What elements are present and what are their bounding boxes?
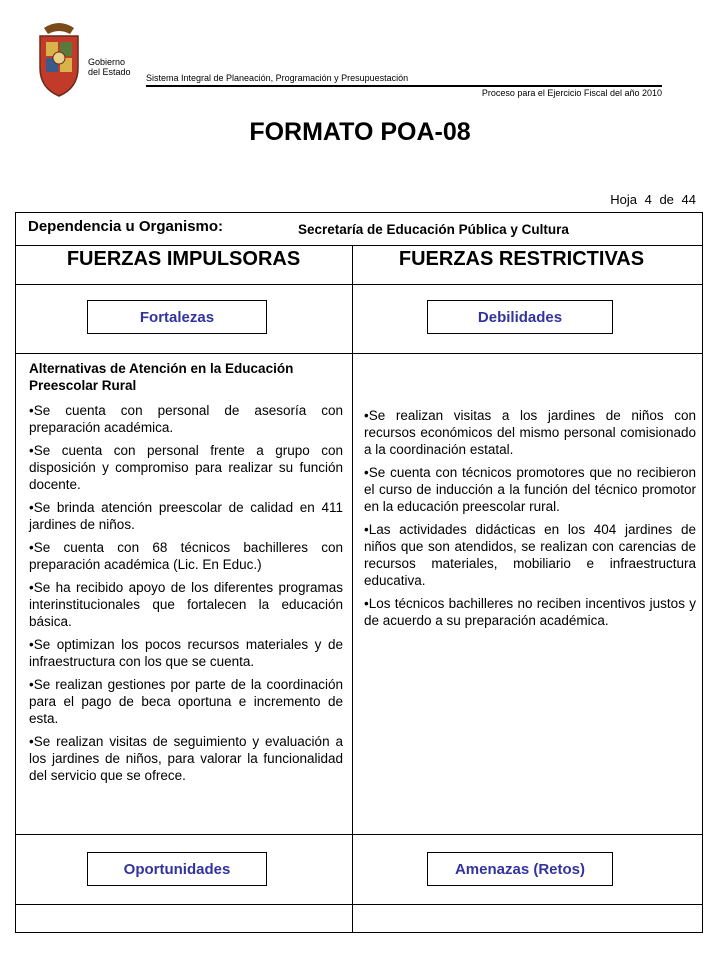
list-item: •Los técnicos bachilleres no reciben incentivos justos y de acuerdo a su preparación académica. bbox=[364, 596, 696, 628]
sheet-total: 44 bbox=[681, 192, 696, 207]
driving-forces-heading: FUERZAS IMPULSORAS bbox=[66, 248, 301, 270]
sheet-current: 4 bbox=[644, 192, 652, 207]
list-item: •Se realizan visitas de seguimiento y evaluación a los jardines de niños, para valorar la funcionalidad del servicio que se ofrece. bbox=[29, 734, 343, 783]
list-item: •Se realizan gestiones por parte de la coordinación para el pago de beca oportuna e incremento de esta. bbox=[29, 677, 343, 726]
sheet-counter bbox=[610, 192, 696, 207]
row-divider bbox=[15, 834, 703, 835]
list-item: •Se brinda atención preescolar de calidad en 411 jardines de niños. bbox=[29, 500, 343, 532]
restraining-forces-heading: FUERZAS RESTRICTIVAS bbox=[398, 248, 645, 270]
list-item: •Se cuenta con 68 técnicos bachilleres con preparación académica (Lic. En Educ.) bbox=[29, 540, 343, 572]
list-item: •Se cuenta con personal de asesoría con preparación académica. bbox=[29, 403, 343, 435]
weaknesses-label: Debilidades bbox=[427, 300, 613, 334]
opportunities-label: Oportunidades bbox=[87, 852, 267, 886]
list-item: •Se realizan visitas a los jardines de niños con recursos económicos del mismo personal comisionado a la coordinación estatal. bbox=[364, 408, 696, 457]
list-item: •Se optimizan los pocos recursos materiales y de infraestructura con los que se cuenta. bbox=[29, 637, 343, 669]
page-title: FORMATO POA-08 bbox=[249, 118, 471, 146]
strengths-content bbox=[29, 360, 343, 790]
row-divider bbox=[15, 284, 703, 285]
row-divider bbox=[15, 904, 703, 905]
dependency-label: Dependencia u Organismo: bbox=[28, 218, 224, 235]
process-name: Proceso para el Ejercicio Fiscal del año 2010 bbox=[481, 88, 662, 98]
dependency-value: Secretaría de Educación Pública y Cultura bbox=[298, 222, 569, 237]
row-divider bbox=[15, 245, 703, 246]
strengths-subtitle: Alternativas de Atención en la Educación Preescolar Rural bbox=[29, 361, 294, 393]
strengths-label: Fortalezas bbox=[87, 300, 267, 334]
sheet-label: Hoja bbox=[610, 192, 637, 207]
list-item: •Se cuenta con personal frente a grupo con disposición y compromiso para realizar su función docente. bbox=[29, 443, 343, 492]
system-name: Sistema Integral de Planeación, Programación y Presupuestación bbox=[146, 73, 409, 83]
weaknesses-content bbox=[364, 407, 696, 635]
column-divider bbox=[352, 245, 353, 933]
row-divider bbox=[15, 353, 703, 354]
list-item: •Se ha recibido apoyo de los diferentes programas interinstitucionales que fortalecen la educación básica. bbox=[29, 580, 343, 629]
gov-line-2: del Estado bbox=[88, 67, 131, 77]
list-item: •Se cuenta con técnicos promotores que no recibieron el curso de inducción a la función del técnico promotor en la educación preescolar rural. bbox=[364, 465, 696, 514]
header-rule bbox=[146, 85, 662, 87]
government-label bbox=[88, 57, 131, 77]
coat-of-arms-icon bbox=[34, 18, 84, 98]
sheet-of: de bbox=[659, 192, 674, 207]
threats-label: Amenazas (Retos) bbox=[427, 852, 613, 886]
gov-line-1: Gobierno bbox=[88, 57, 126, 67]
list-item: •Las actividades didácticas en los 404 jardines de niños que son atendidos, se realizan con carencias de recursos materiales, mobiliario e infraestructura educativa. bbox=[364, 522, 696, 588]
